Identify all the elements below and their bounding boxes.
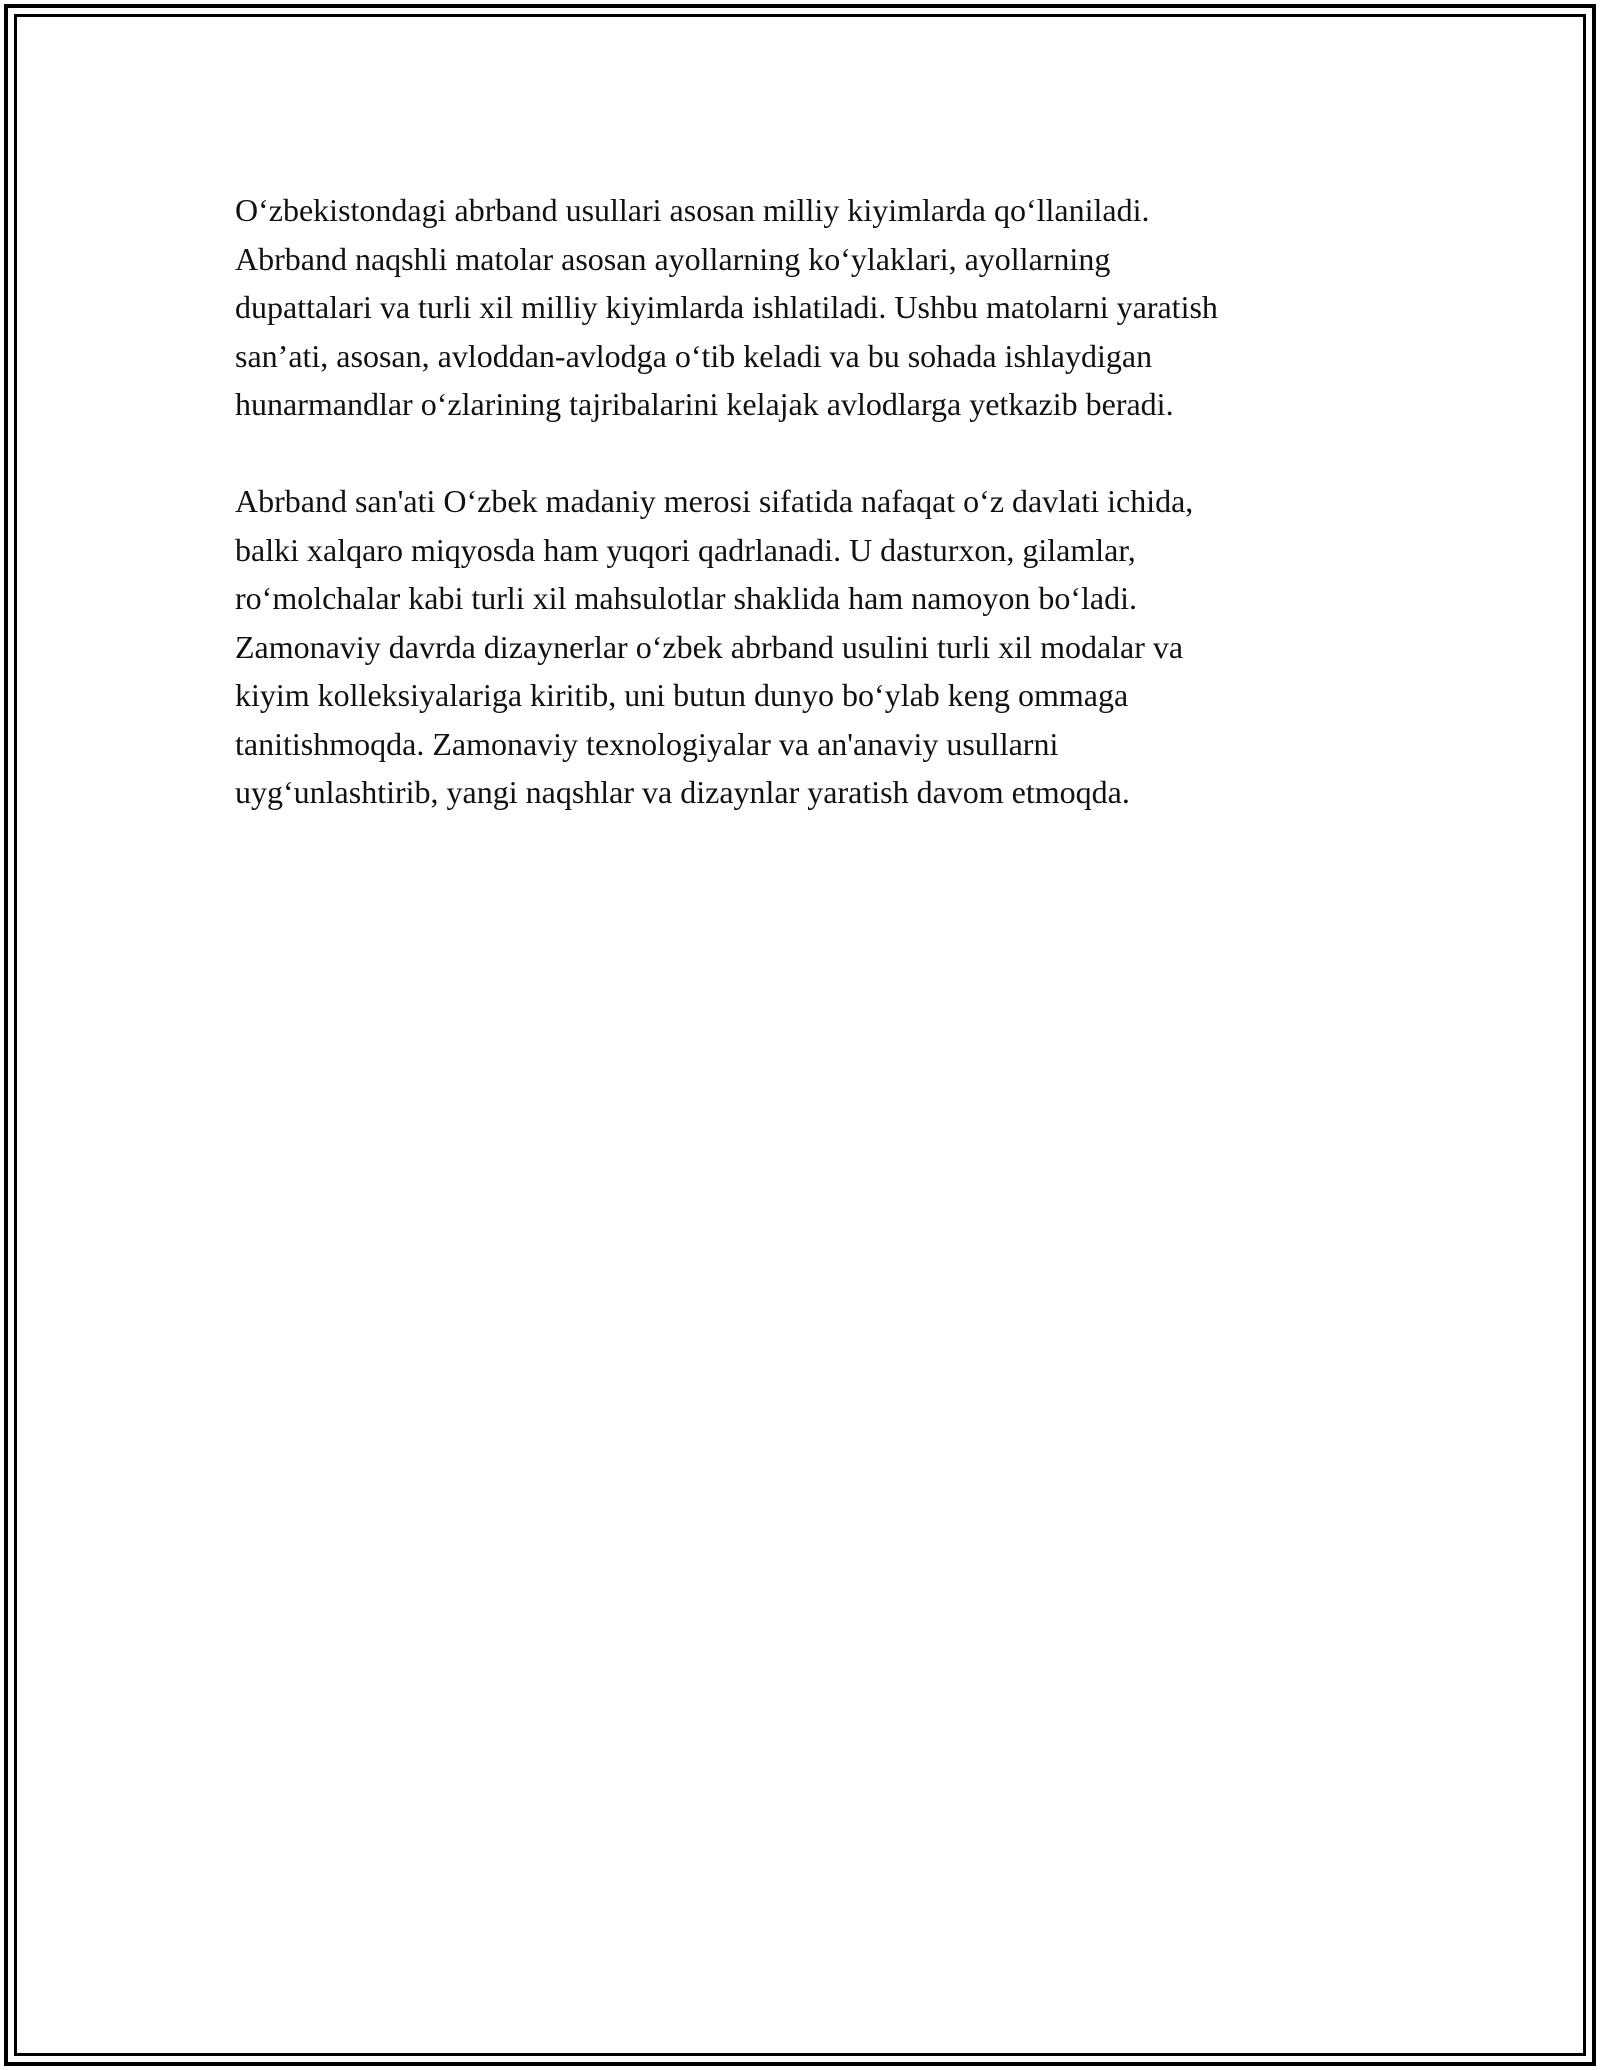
document-body [235,186,1385,817]
paragraph-2-line-6: tanitishmoqda. Zamonaviy texnologiyalar va an'anaviy usullarni [235,725,1059,762]
paragraph-2-line-3: ro‘molchalar kabi turli xil mahsulotlar shaklida ham namoyon bo‘ladi. [235,580,1137,616]
paragraph-2-line-5: kiyim kolleksiyalariga kiritib, uni butun dunyo bo‘ylab keng ommaga [235,677,1129,713]
paragraph-1 [235,186,1385,429]
paragraph-2-line-1: Abrband san'ati O‘zbek madaniy merosi sifatida nafaqat o‘z davlati ichida, [235,483,1194,519]
paragraph-2 [235,477,1385,817]
paragraph-1-line-5: hunarmandlar o‘zlarining tajribalarini kelajak avlodlarga yetkazib beradi. [235,386,1174,422]
paragraph-1-line-2: Abrband naqshli matolar asosan ayollarning ko‘ylaklari, ayollarning [235,240,1111,277]
paragraph-2-line-2: balki xalqaro miqyosda ham yuqori qadrlanadi. U dasturxon, gilamlar, [235,531,1136,568]
paragraph-2-line-4: Zamonaviy davrda dizaynerlar o‘zbek abrband usulini turli xil modalar va [235,628,1184,665]
paragraph-1-line-4: san’ati, asosan, avloddan-avlodga o‘tib keladi va bu sohada ishlaydigan [235,337,1153,374]
paragraph-2-line-7: uyg‘unlashtirib, yangi naqshlar va dizaynlar yaratish davom etmoqda. [235,774,1130,810]
paragraph-1-line-3: dupattalari va turli xil milliy kiyimlarda ishlatiladi. Ushbu matolarni yaratish [235,289,1218,325]
paragraph-1-line-1: O‘zbekistondagi abrband usullari asosan milliy kiyimlarda qo‘llaniladi. [235,192,1150,228]
